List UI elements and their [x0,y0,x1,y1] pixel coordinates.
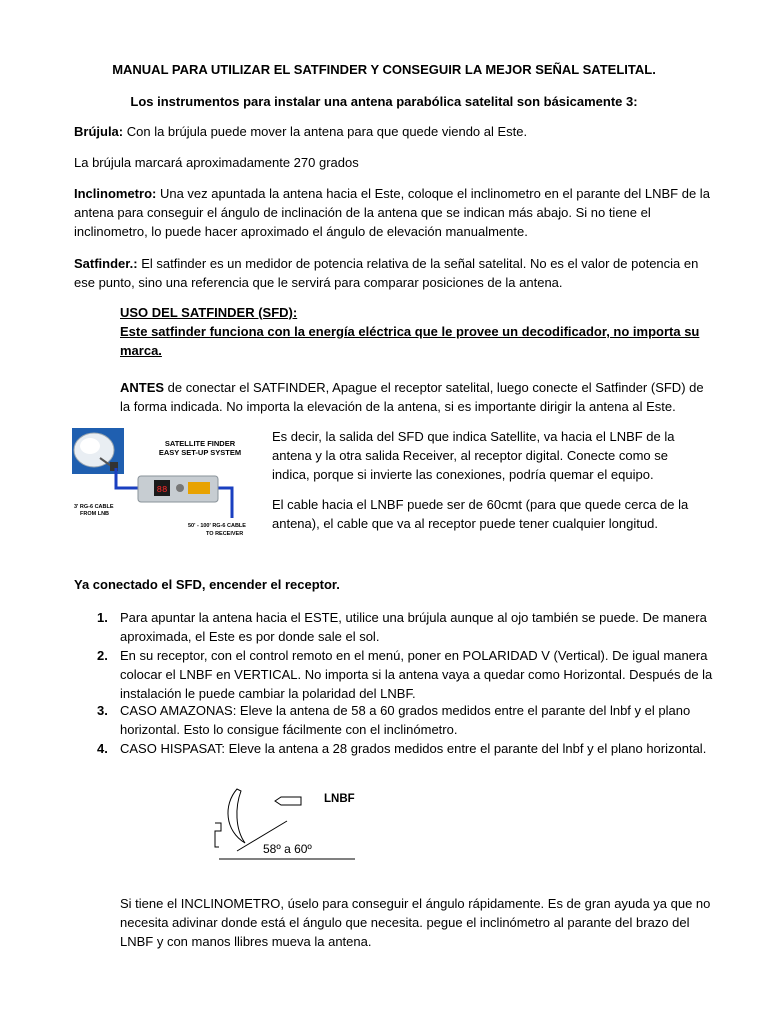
step-1-line-2: aproximada, el Este es por donde sale el sol. [120,629,380,644]
cable-lnb-label-2: FROM LNB [80,511,110,517]
salida-line-2: antena y la otra salida Receiver, al receptor digital. Conecte como se [272,448,668,463]
satfinder-line-1 [74,256,698,272]
mount-bracket [215,823,221,847]
uso-line-2: marca. [120,343,162,358]
satfinder-text: El satfinder es un medidor de potencia relativa de la señal satelital. No es el valor de potencia en [137,256,699,271]
dish-profile-icon [228,789,245,843]
conectado-heading: Ya conectado el SFD, encender el receptor. [74,577,340,592]
page-title: MANUAL PARA UTILIZAR EL SATFINDER Y CONSEGUIR LA MEJOR SEÑAL SATELITAL. [112,62,656,77]
antes-bold: ANTES [120,380,165,395]
salida-line-3: indica, porque si invierte las conexiones, podría quemar el equipo. [272,467,654,482]
elevation-diagram [205,783,365,869]
antes-text: de conectar el SATFINDER, Apague el receptor satelital, luego conecte el Satfinder (SFD) de [164,380,704,395]
inclinometro-line-3: inclinometro, lo puede hacer aproximado el ángulo de elevación manualmente. [74,224,528,239]
satfinder-figure [70,424,264,544]
antes-line-1 [120,380,704,396]
step-4-number: 4. [97,741,108,756]
inclinometro-line-2: antena para conseguir el ángulo de inclinación de la antena que se indican más abajo. Si no tiene el [74,205,651,220]
final-line-3: LNBF y con manos llibres mueva la antena. [120,934,372,949]
step-2-line-3: instalación le puede cambiar la polaridad del LNBF. [120,686,416,701]
inclinometro-text: Una vez apuntada la antena hacia el Este, coloque el inclinometro en el parante del LNBF de la [156,186,710,201]
device-knob [176,484,184,492]
dish-highlight [80,438,100,454]
final-line-2: necesita adivinar donde está el ángulo que necesita. pegue el inclinómetro al parante del brazo del [120,915,690,930]
brujula-note: La brújula marcará aproximadamente 270 grados [74,155,359,170]
step-3-line-2: horizontal. Esto lo consigue fácilmente con el inclinómetro. [120,722,458,737]
display-digits: 88 [156,485,168,495]
inclinometro-term: Inclinometro: [74,186,157,201]
satfinder-term: Satfinder.: [74,256,138,271]
lnbf-icon [275,797,301,805]
brujula-term: Brújula: [74,124,124,139]
angle-label: 58º a 60º [263,842,312,856]
step-2-line-2: colocar el LNBF en VERTICAL. No importa si la antena vaya a quedar como Horizontal. Después de la [120,667,713,682]
subtitle: Los instrumentos para instalar una antena parabólica satelital son básicamente 3: [130,94,638,109]
uso-heading: USO DEL SATFINDER (SFD): [120,305,298,320]
cable-rx-label-1: 50' - 100' RG-6 CABLE [188,523,246,529]
cable-rx-label-2: TO RECEIVER [206,531,244,537]
antes-line-2: la forma indicada. No importa la elevación de la antena, si es importante dirigir la antena al Este. [120,399,676,414]
final-line-1: Si tiene el INCLINOMETRO, úselo para conseguir el ángulo rápidamente. Es de gran ayuda ya que no [120,896,711,911]
salida-line-1: Es decir, la salida del SFD que indica Satellite, va hacia el LNBF de la [272,429,675,444]
step-1-number: 1. [97,610,108,625]
cable-lnb-label-1: 3' RG-6 CABLE [74,504,114,510]
step-4-line-1: CASO HISPASAT: Eleve la antena a 28 grados medidos entre el parante del lnbf y el plano horizontal. [120,741,707,756]
inclinometro-line-1 [74,186,710,202]
lnbf-label: LNBF [324,793,355,805]
step-2-number: 2. [97,648,108,663]
step-2-line-1: En su receptor, con el control remoto en el menú, poner en POLARIDAD V (Vertical). De igual manera [120,648,708,663]
step-1-line-1: Para apuntar la antena hacia el ESTE, utilice una brújula aunque al ojo también se puede. De manera [120,610,707,625]
cable-line-1: El cable hacia el LNBF puede ser de 60cmt (para que quede cerca de la [272,497,689,512]
step-3-line-1: CASO AMAZONAS: Eleve la antena de 58 a 60 grados medidos entre el parante del lnbf y el plano [120,703,691,718]
cable-line-2: antena), el cable que va al receptor puede tener cualquier longitud. [272,516,658,531]
figure-title-1: SATELLITE FINDER [164,439,236,448]
device-label [188,482,210,494]
satfinder-line-2: ese punto, sino una referencia que le servirá para comparar posiciones de la antena. [74,275,563,290]
figure-title-2: EASY SET-UP SYSTEM [158,448,242,457]
step-3-number: 3. [97,703,108,718]
uso-line-1: Este satfinder funciona con la energía eléctrica que le provee un decodificador, no importa su [120,324,700,339]
brujula-text: Con la brújula puede mover la antena para que quede viendo al Este. [123,124,528,139]
brujula-paragraph [74,124,527,140]
